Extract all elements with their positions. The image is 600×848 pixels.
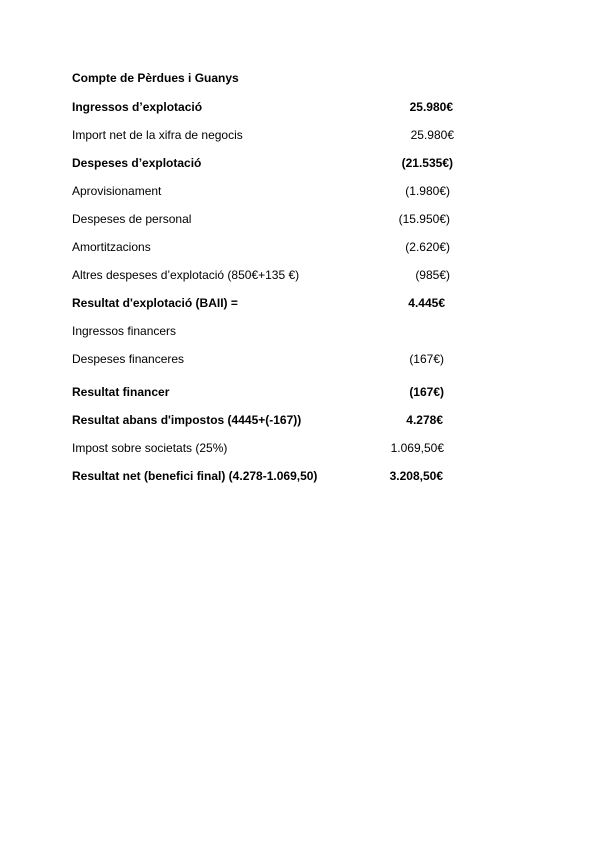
row-value: (15.950€) xyxy=(398,212,450,226)
row-value: 4.278€ xyxy=(406,413,443,427)
row-value: (21.535€) xyxy=(401,156,453,170)
row-label: Impost sobre societats (25%) xyxy=(72,441,228,455)
row-despeses-personal xyxy=(72,211,512,227)
row-value: (1.980€) xyxy=(405,184,450,198)
row-label: Altres despeses d’explotació (850€+135 €) xyxy=(72,268,300,282)
document-title: Compte de Pèrdues i Guanys xyxy=(72,71,239,85)
row-label: Aprovisionament xyxy=(72,184,162,198)
row-label: Despeses d’explotació xyxy=(72,156,202,170)
row-label: Amortitzacions xyxy=(72,240,151,254)
row-label: Resultat abans d'impostos (4445+(-167)) xyxy=(72,413,302,427)
row-value: 4.445€ xyxy=(408,296,445,310)
row-label: Ingressos d’explotació xyxy=(72,100,203,114)
row-despeses-financeres xyxy=(72,351,512,367)
row-amortitzacions xyxy=(72,239,512,255)
row-label: Despeses de personal xyxy=(72,212,192,226)
row-value: 25.980€ xyxy=(410,128,454,142)
row-label: Resultat d'explotació (BAII) = xyxy=(72,296,238,310)
row-altres-despeses xyxy=(72,267,512,283)
row-label: Despeses financeres xyxy=(72,352,185,366)
row-import-net xyxy=(72,127,512,143)
row-value: (167€) xyxy=(409,385,444,399)
row-label: Import net de la xifra de negocis xyxy=(72,128,243,142)
row-value: (985€) xyxy=(415,268,450,282)
row-label: Ingressos financers xyxy=(72,324,177,338)
row-ingressos-financers xyxy=(72,323,512,339)
row-ingressos-explotacio xyxy=(72,99,512,115)
row-value: 3.208,50€ xyxy=(389,469,443,483)
row-despeses-explotacio xyxy=(72,155,512,171)
row-impost-societats xyxy=(72,440,512,456)
row-value: 1.069,50€ xyxy=(390,441,444,455)
row-resultat-explotacio xyxy=(72,295,512,311)
row-label: Resultat net (benefici final) (4.278-1.069,50) xyxy=(72,469,318,483)
row-resultat-net xyxy=(72,468,512,484)
row-resultat-abans-impostos xyxy=(72,412,512,428)
row-value: (167€) xyxy=(409,352,444,366)
row-label: Resultat financer xyxy=(72,385,170,399)
row-resultat-financer xyxy=(72,384,512,400)
row-value: (2.620€) xyxy=(405,240,450,254)
row-aprovisionament xyxy=(72,183,512,199)
row-value: 25.980€ xyxy=(409,100,453,114)
